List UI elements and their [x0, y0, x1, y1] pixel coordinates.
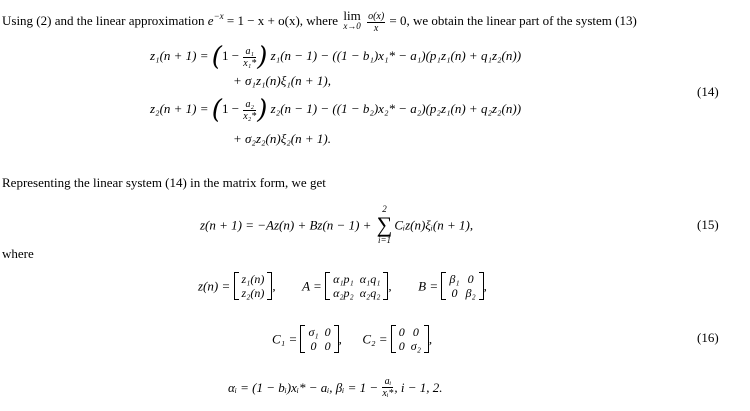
index-range: , i − 1, 2.: [394, 380, 443, 395]
C1-cell: 0: [324, 325, 331, 339]
B-lhs: B =: [418, 278, 442, 294]
intro-text-start: Using (2) and the linear approximation: [2, 13, 208, 28]
lim-numerator: o(x): [368, 10, 385, 22]
A-cell: α₁p₁: [333, 272, 354, 286]
sigma-symbol: ∑: [376, 212, 393, 237]
A-lhs: A =: [302, 278, 326, 294]
sum-lower: i=1: [377, 235, 392, 245]
A-cell: α₂q₂: [359, 286, 381, 300]
B-cell: β₁: [449, 272, 460, 286]
eq14-line2: [233, 74, 331, 87]
intro-text-end: = 0, we obtain the linear part of the system (13): [386, 13, 637, 28]
z-vec-cell: z₂(n): [241, 286, 265, 300]
eq15-rhs: Cᵢz(n)ξᵢ(n + 1),: [394, 217, 474, 233]
z-vec-cell: z₁(n): [241, 272, 265, 286]
lim-subscript: x→0: [343, 21, 361, 31]
A-cell: α₁q₁: [359, 272, 381, 286]
frac2-num: a₂: [243, 99, 256, 111]
eq14-label: (14): [697, 84, 719, 99]
beta-frac-den: xᵢ*: [382, 388, 394, 399]
eq15-label: (15): [697, 217, 719, 232]
limit-fraction: [367, 11, 385, 34]
eq14-line2-text: + σ₁z₁(n)ξ₁(n + 1),: [233, 73, 331, 88]
B-cell: 0: [467, 272, 474, 286]
C1-lhs: C₁ =: [272, 331, 301, 347]
C2-cell: 0: [398, 339, 405, 353]
where-word: where: [2, 246, 34, 261]
C2-lhs: C₂ =: [362, 331, 391, 347]
frac2-den: x₂*: [243, 110, 257, 122]
paren-close: ): [257, 42, 268, 72]
eq16-row3: [228, 376, 443, 399]
eq16-row2: C₁ = σ₁ 0 0 0 , C₂ = 0 0 0 σ₂ ,: [272, 325, 433, 353]
eq14-line4-text: + σ₂z₂(n)ξ₂(n + 1).: [233, 131, 331, 146]
intro-line: [2, 9, 637, 34]
limit-operator: [343, 9, 361, 31]
C1-cell: 0: [310, 339, 317, 353]
A-matrix: [325, 272, 388, 300]
paren-close-2: ): [257, 95, 268, 125]
C2-cell: σ₂: [410, 339, 421, 353]
beta-fraction: [382, 376, 393, 399]
lim-denominator: x: [373, 22, 379, 34]
eq15: [200, 205, 473, 245]
C1-cell: 0: [324, 339, 331, 353]
paren-open-2: (: [211, 95, 222, 125]
exp-superscript: −x: [213, 11, 224, 21]
exp-base: e: [207, 13, 214, 28]
C1-matrix: [300, 325, 338, 353]
lim-word: lim: [343, 8, 361, 23]
A-cell: α₂p₂: [333, 286, 354, 300]
alpha-def: αᵢ = (1 − bᵢ)xᵢ* − aᵢ, βᵢ = 1 −: [228, 380, 382, 395]
frac1-num: a₁: [243, 46, 256, 58]
eq15-lhs: z(n + 1) = −Az(n) + Bz(n − 1) +: [200, 217, 375, 233]
B-cell: β₂: [465, 286, 476, 300]
eq14-line3: z₂(n + 1) = (1 − $\frac{\text{a₂}}{\text{x₂*}}$ ) z₂(n − 1) − ((1 − b₂)x₂* − a₂)(p₂z₁(n) + q₂z₂(n)): [150, 95, 522, 125]
frac1-den: x₁*: [243, 57, 257, 69]
eq16-row1: z(n) = z₁(n) z₂(n) , A = α₁p₁ α₁q₁ α₂p₂ α₂q₂ , B = β₁ 0 0 β₂ ,: [198, 272, 487, 300]
C2-cell: 0: [398, 325, 405, 339]
z-lhs: z(n) =: [198, 278, 234, 294]
beta-frac-num: aᵢ: [382, 376, 393, 388]
para-matrix-form: Representing the linear system (14) in the matrix form, we get: [2, 175, 326, 190]
eq14-line4: [233, 132, 331, 145]
eq14-line1-lhs: z₁(n + 1) =: [150, 47, 212, 63]
summation: [377, 205, 393, 245]
eq16-label: (16): [697, 330, 719, 345]
paren-open: (: [211, 42, 222, 72]
eq14-line3-lhs: z₂(n + 1) =: [150, 100, 212, 116]
B-matrix: [441, 272, 483, 300]
C2-matrix: [391, 325, 429, 353]
eq14-frac1: [243, 46, 256, 69]
C2-cell: 0: [412, 325, 419, 339]
eq14-line1: z₁(n + 1) = (1 − $\frac{\text{a₁}}{\text{x₁*}}$ ) z₁(n − 1) − ((1 − b₁)x₁* − a₁)(p₁z₁(n) + q₁z₂(n)): [150, 42, 522, 72]
eq14-line1-rest: z₁(n − 1) − ((1 − b₁)x₁* − a₁)(p₁z₁(n) + q₁z₂(n)): [270, 47, 522, 63]
sum-upper: 2: [382, 204, 387, 214]
z-vector: [234, 272, 273, 300]
eq14-line3-rest: z₂(n − 1) − ((1 − b₂)x₂* − a₂)(p₂z₁(n) + q₂z₂(n)): [270, 100, 522, 116]
B-cell: 0: [451, 286, 458, 300]
intro-eq-rest: = 1 − x + o(x), where: [223, 13, 342, 28]
C1-cell: σ₁: [308, 325, 319, 339]
eq14-frac2: [243, 99, 256, 122]
